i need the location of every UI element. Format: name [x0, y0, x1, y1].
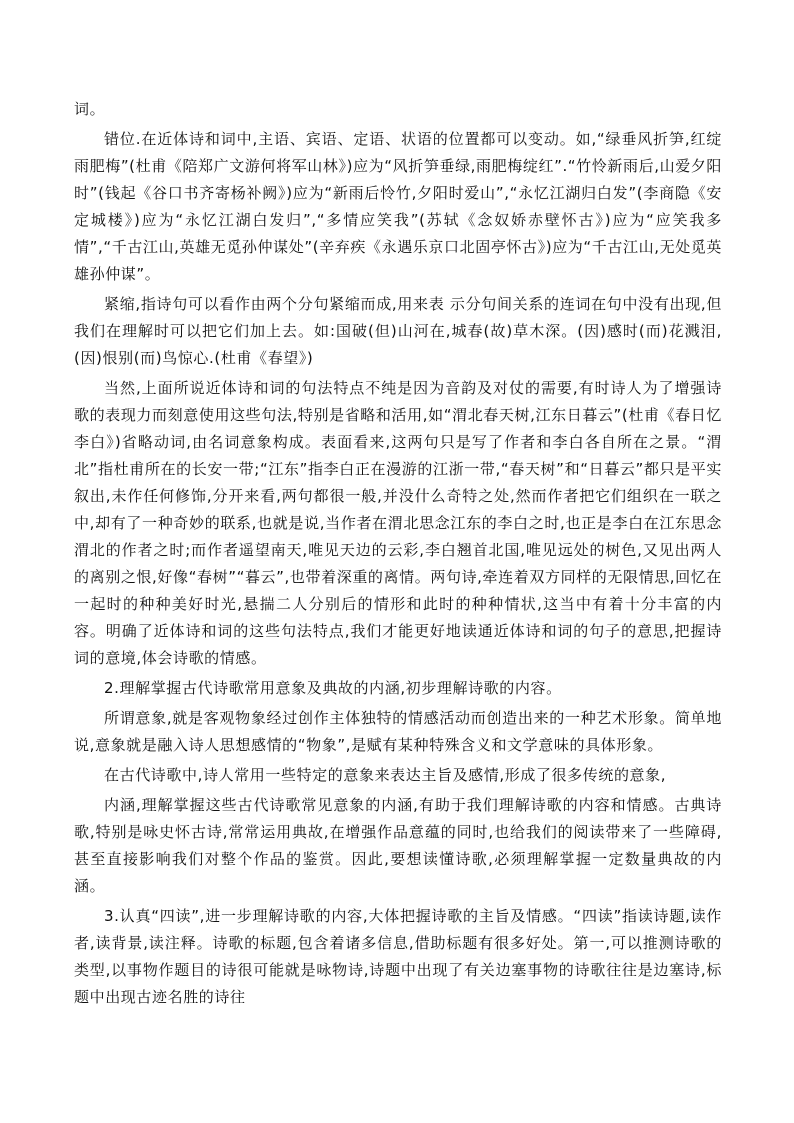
- paragraph-continuation: 词。: [74, 100, 106, 118]
- document-body: [74, 96, 722, 1014]
- paragraph-allusions: 内涵,理解掌握这些古代诗歌常见意象的内涵,有助于我们理解诗歌的内容和情感。古典诗歌,特别是咏史怀古诗,常常运用典故,在增强作品意蕴的同时,也给我们的阅读带来了一些障碍,甚至直接影响我们对整个作品的鉴赏。因此,要想读懂诗歌,必须理解掌握一定数量典故的内涵。: [74, 796, 722, 895]
- paragraph-word-order: 错位.在近体诗和词中,主语、宾语、定语、状语的位置都可以变动。如,“绿垂风折笋,红绽雨肥梅”(杜甫《陪郑广文游何将军山林》)应为“风折笋垂绿,雨肥梅绽红”.“竹怜新雨后,山爱夕阳时”(钱起《谷口书齐寄杨补阙》)应为“新雨后怜竹,夕阳时爱山”,“永忆江湖归白发”(李商隐《安定城楼》)应为“永忆江湖白发归”,“多情应笑我”(苏轼《念奴娇赤壁怀古》)应为“应笑我多情”,“千古江山,英雄无觅孙仲谋处”(辛弃疾《永遇乐京口北固亭怀古》)应为“千古江山,无处觅英雄孙仲谋”。: [74, 130, 722, 283]
- paragraph-point-3-four-readings: 3.认真“四读”,进一步理解诗歌的内容,大体把握诗歌的主旨及情感。“四读”指读诗题,读作者,读背景,读注释。诗歌的标题,包含着诸多信息,借助标题有很多好处。第一,可以推测诗歌的类型,以事物作题目的诗很可能就是咏物诗,诗题中出现了有关边塞事物的诗歌往往是边塞诗,标题中出现古迹名胜的诗往: [74, 907, 722, 1006]
- paragraph-imagery-definition: 所谓意象,就是客观物象经过创作主体独特的情感活动而创造出来的一种艺术形象。简单地说,意象就是融入诗人思想感情的“物象”,是赋有某种特殊含义和文学意味的具体形象。: [74, 709, 722, 754]
- paragraph-compression: 紧缩,指诗句可以看作由两个分句紧缩而成,用来表 示分句间关系的连词在句中没有出现,但我们在理解时可以把它们加上去。如:国破(但)山河在,城春(故)草木深。(因)感时(而)花溅泪,(因)恨别(而)鸟惊心.(杜甫《春望》): [74, 295, 722, 367]
- paragraph-point-2-heading: 2.理解掌握古代诗歌常用意象及典故的内涵,初步理解诗歌的内容。: [104, 679, 562, 697]
- paragraph-syntax-features: 当然,上面所说近体诗和词的句法特点不纯是因为音韵及对仗的需要,有时诗人为了增强诗歌的表现力而刻意使用这些句法,特别是省略和活用,如“渭北春天树,江东日暮云”(杜甫《春日忆李白》)省略动词,由名词意象构成。表面看来,这两句只是写了作者和李白各自所在之景。“渭北”指杜甫所在的长安一带;“江东”指李白正在漫游的江浙一带,“春天树”和“日暮云”都只是平实叙出,未作任何修饰,分开来看,两句都很一般,并没什么奇特之处,然而作者把它们组织在一联之中,却有了一种奇妙的联系,也就是说,当作者在渭北思念江东的李白之时,也正是李白在江东思念渭北的作者之时;而作者遥望南天,唯见天边的云彩,李白翘首北国,唯见远处的树色,又见出两人的离别之恨,好像“春树”“暮云”,也带着深重的离情。两句诗,牵连着双方同样的无限情思,回忆在一起时的种种美好时光,悬揣二人分别后的情形和此时的种种情状,这当中有着十分丰富的内容。明确了近体诗和词的这些句法特点,我们才能更好地读通近体诗和词的句子的意思,把握诗词的意境,体会诗歌的情感。: [74, 379, 722, 667]
- paragraph-traditional-imagery: 在古代诗歌中,诗人常用一些特定的意象来表达主旨及感情,形成了很多传统的意象,: [104, 766, 667, 784]
